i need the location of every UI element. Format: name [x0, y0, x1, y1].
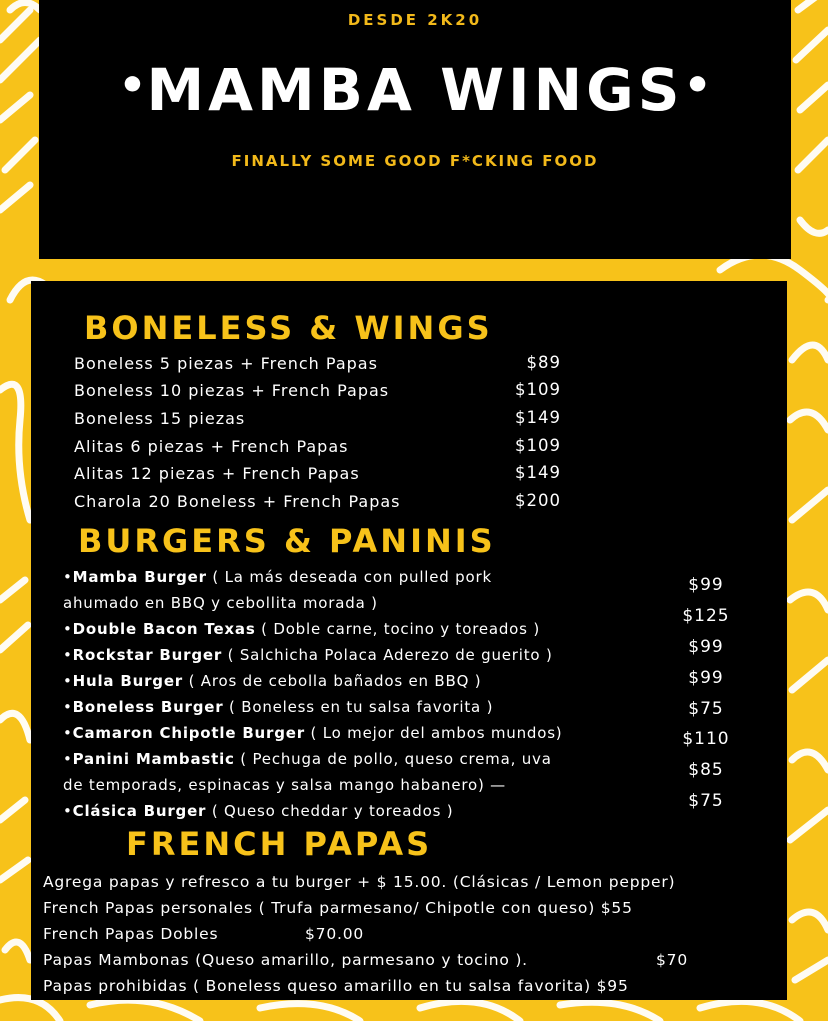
- menu-item-name: Alitas 6 piezas + French Papas: [74, 437, 349, 456]
- burger-desc: ( Queso cheddar y toreados ): [206, 802, 454, 820]
- menu-item-name: Alitas 12 piezas + French Papas: [74, 464, 360, 483]
- title-text: MAMBA WINGS: [146, 56, 684, 124]
- burger-desc: ( Lo mejor del ambos mundos): [304, 724, 563, 742]
- burger-name: Panini Mambastic: [72, 750, 235, 768]
- burger-name: Camaron Chipotle Burger: [72, 724, 305, 742]
- burger-price: $125: [682, 606, 730, 626]
- menu-header: [39, 0, 791, 259]
- title-dot-left: •: [118, 60, 147, 111]
- menu-board: [31, 281, 787, 1000]
- burger-desc-continued: ahumado en BBQ y cebollita morada ): [63, 594, 378, 612]
- burger-name: Boneless Burger: [72, 698, 224, 716]
- menu-item-name: Boneless 15 piezas: [74, 409, 246, 428]
- menu-item-name: Boneless 10 piezas + French Papas: [74, 381, 390, 400]
- burger-price: $75: [688, 791, 724, 811]
- section-title-boneless: BONELESS & WINGS: [84, 309, 493, 347]
- bullet: •: [63, 724, 73, 742]
- burger-name: Clásica Burger: [72, 802, 207, 820]
- bullet: •: [63, 672, 73, 690]
- menu-item-price: $149: [515, 408, 561, 427]
- burger-price: $99: [688, 668, 724, 688]
- section-title-burgers: BURGERS & PANINIS: [78, 522, 496, 560]
- burger-desc: ( Pechuga de pollo, queso crema, uva: [234, 750, 552, 768]
- bullet: •: [63, 646, 73, 664]
- since-label: DESDE 2K20: [347, 11, 483, 29]
- section-title-papas: FRENCH PAPAS: [126, 825, 433, 863]
- burger-desc: ( Salchicha Polaca Aderezo de guerito ): [222, 646, 553, 664]
- tagline: FINALLY SOME GOOD F*CKING FOOD: [231, 152, 599, 170]
- papas-item: Agrega papas y refresco a tu burger + $ 15.00. (Clásicas / Lemon pepper): [43, 873, 676, 891]
- burger-price: $110: [682, 729, 730, 749]
- burger-item: [63, 802, 453, 820]
- burger-item: [63, 672, 481, 690]
- burger-desc: ( Aros de cebolla bañados en BBQ ): [183, 672, 482, 690]
- bullet: •: [63, 750, 73, 768]
- burger-name: Mamba Burger: [72, 568, 207, 586]
- menu-item-price: $200: [515, 491, 561, 510]
- burger-item: [63, 750, 552, 768]
- papas-price: $70: [656, 951, 688, 969]
- menu-item-price: $149: [515, 463, 561, 482]
- papas-item: Papas Mambonas (Queso amarillo, parmesano y tocino ).: [43, 951, 528, 969]
- menu-item-name: Boneless 5 piezas + French Papas: [74, 354, 378, 373]
- menu-item-name: Charola 20 Boneless + French Papas: [74, 492, 401, 511]
- burger-desc-continued: de temporads, espinacas y salsa mango habanero) —: [63, 776, 506, 794]
- burger-item: [63, 620, 540, 638]
- bullet: •: [63, 620, 73, 638]
- menu-item-price: $109: [515, 436, 561, 455]
- papas-item: Papas prohibidas ( Boneless queso amarillo en tu salsa favorita) $95: [43, 977, 629, 995]
- bullet: •: [63, 568, 73, 586]
- burger-name: Hula Burger: [72, 672, 183, 690]
- burger-item: [63, 698, 493, 716]
- title-dot-right: •: [683, 60, 712, 111]
- burger-item: [63, 724, 562, 742]
- burger-price: $99: [688, 575, 724, 595]
- burger-price: $85: [688, 760, 724, 780]
- burger-desc: ( La más deseada con pulled pork: [206, 568, 492, 586]
- burger-item: [63, 646, 553, 664]
- burger-desc: ( Doble carne, tocino y toreados ): [255, 620, 540, 638]
- bullet: •: [63, 802, 73, 820]
- restaurant-title: [39, 56, 791, 124]
- papas-price: $70.00: [305, 925, 365, 943]
- burger-desc: ( Boneless en tu salsa favorita ): [223, 698, 494, 716]
- menu-item-price: $109: [515, 380, 561, 399]
- papas-item: French Papas Dobles: [43, 925, 219, 943]
- papas-item: French Papas personales ( Trufa parmesano/ Chipotle con queso) $55: [43, 899, 633, 917]
- burger-price: $75: [688, 699, 724, 719]
- burger-name: Double Bacon Texas: [72, 620, 256, 638]
- menu-item-price: $89: [526, 353, 561, 372]
- bullet: •: [63, 698, 73, 716]
- burger-item: [63, 568, 492, 586]
- burger-name: Rockstar Burger: [72, 646, 223, 664]
- burger-price: $99: [688, 637, 724, 657]
